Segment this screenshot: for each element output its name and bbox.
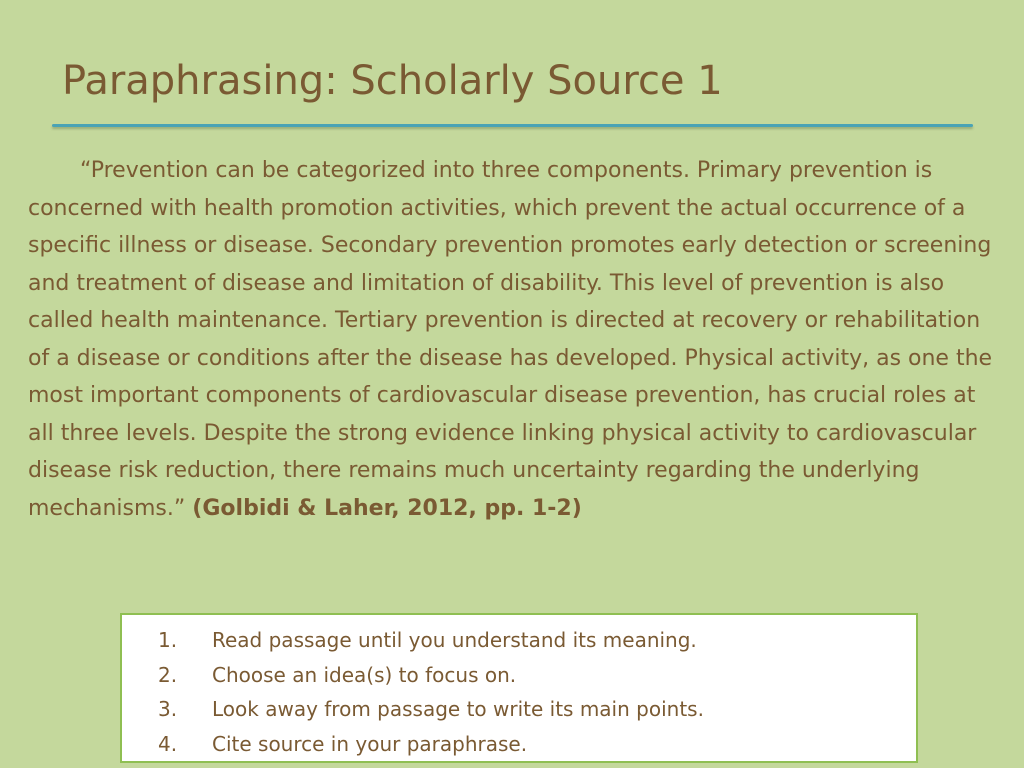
slide-title: Paraphrasing: Scholarly Source 1 [62,58,723,104]
step-text: Look away from passage to write its main points. [212,697,704,721]
steps-box [120,613,918,763]
step-number: 1. [158,628,178,652]
steps-list [122,615,916,761]
step-text: Read passage until you understand its meaning. [212,628,697,652]
citation: (Golbidi & Laher, 2012, pp. 1-2) [192,495,582,521]
quote-text: “Prevention can be categorized into three components. Primary prevention is concerned with health promotion activities, which prevent the actual occurrence of a specific illness or disease. Secondary prevention promotes early detection or screening and treatment of disease and limitation of disability. This level of prevention is also called health maintenance. Tertiary prevention is directed at recovery or rehabilitation of a disease or conditions after the disease has developed. Physical activity, as one the most important components of cardiovascular disease prevention, has crucial roles at all three levels. Despite the strong evidence linking physical activity to cardiovascular disease risk reduction, there remains much uncertainty regarding the underlying mechanisms.” [28,158,993,521]
list-item [122,692,916,727]
step-number: 2. [158,662,178,687]
title-divider [52,124,973,127]
list-item [122,727,916,762]
step-text: Cite source in your paraphrase. [212,731,528,756]
quote-paragraph [28,152,1008,527]
list-item [122,623,916,658]
step-number: 3. [158,697,178,721]
step-text: Choose an idea(s) to focus on. [212,662,517,687]
step-number: 4. [158,731,178,756]
list-item [122,658,916,693]
